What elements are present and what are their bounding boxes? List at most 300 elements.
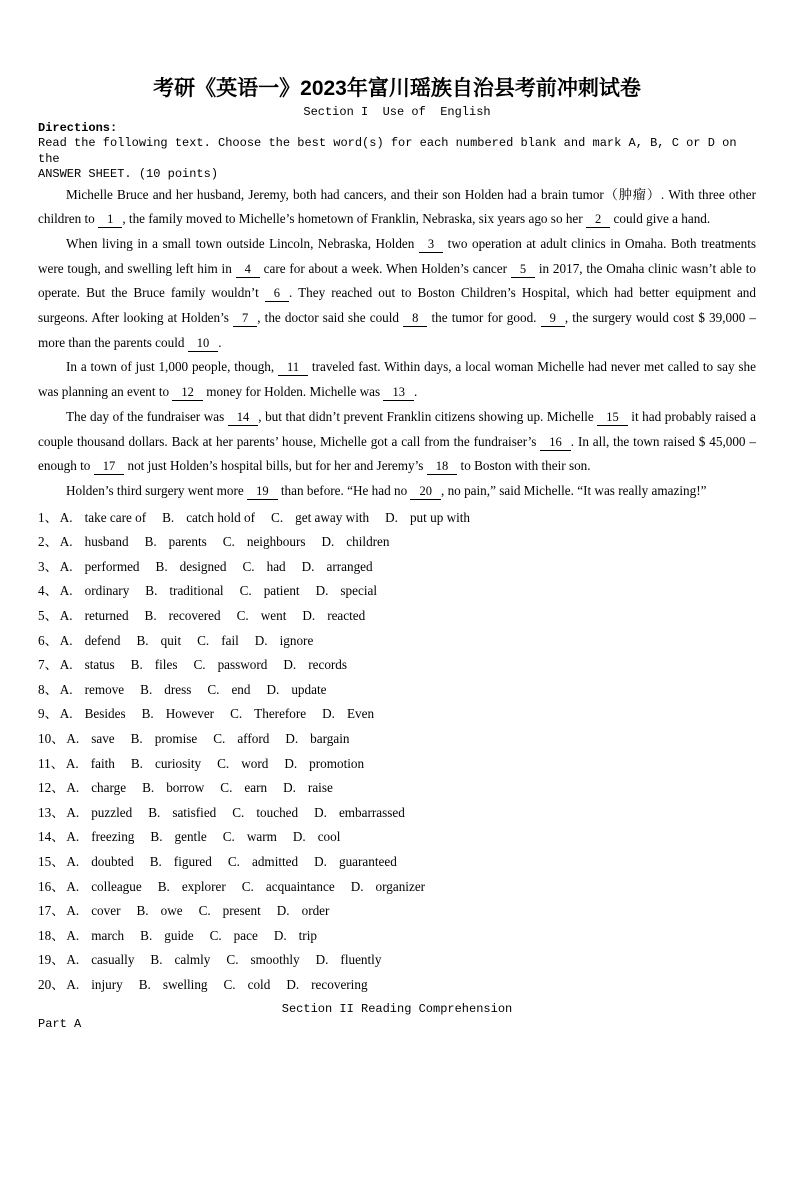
option-a bbox=[66, 903, 120, 918]
question-number: 15、 bbox=[38, 853, 65, 869]
directions-label: Directions: bbox=[38, 120, 118, 135]
option-text: update bbox=[291, 681, 327, 697]
directions-block bbox=[38, 121, 756, 183]
cloze-paragraph-2: When living in a small town outside Lincoln, Nebraska, Holden 3 two operation at adult clinics in Omaha. Both treatments were tough, and swelling left him in 4 care for about a week. When Holden’s cancer 5 in 2017, the Omaha clinic wasn’t able to operate. But the Bruce family wouldn’t 6 . They reached out to Boston Children’s Hospital, which had better equipment and surgeons. After looking at Holden’s 7 , the doctor said she could 8 the tumor for good. 9 , the surgery would cost $ 39,000 – more than the parents could 10 . bbox=[38, 235, 756, 350]
cloze-paragraph-5: Holden’s third surgery went more 19 than before. “He had no 20 , no pain,” said Michelle. “It was really amazing!” bbox=[66, 482, 707, 498]
question-20 bbox=[38, 973, 756, 998]
option-a bbox=[66, 879, 141, 894]
cloze-blank-16: 16 bbox=[540, 435, 571, 451]
option-d bbox=[255, 633, 314, 648]
option-text: went bbox=[260, 608, 287, 624]
cloze-blank-4: 4 bbox=[236, 262, 260, 278]
option-c bbox=[223, 829, 277, 844]
option-a bbox=[66, 731, 114, 746]
option-letter: B. bbox=[150, 829, 163, 845]
option-text: status bbox=[84, 657, 115, 673]
option-text: march bbox=[91, 927, 125, 943]
option-text: warm bbox=[246, 829, 277, 845]
option-b bbox=[140, 928, 193, 943]
option-text: explorer bbox=[181, 878, 226, 894]
option-letter: B. bbox=[141, 706, 154, 722]
option-letter: C. bbox=[236, 608, 249, 624]
option-letter: D. bbox=[301, 558, 315, 574]
option-letter: C. bbox=[226, 952, 239, 968]
cloze-blank-11: 11 bbox=[278, 360, 308, 376]
option-b bbox=[139, 977, 208, 992]
option-b bbox=[156, 559, 227, 574]
option-b bbox=[137, 633, 182, 648]
option-letter: C. bbox=[213, 730, 226, 746]
option-text: put up with bbox=[409, 509, 471, 525]
option-text: end bbox=[231, 681, 251, 697]
option-text: special bbox=[340, 583, 378, 599]
option-text: borrow bbox=[166, 780, 205, 796]
option-letter: B. bbox=[149, 853, 162, 869]
option-b bbox=[131, 657, 178, 672]
question-11 bbox=[38, 752, 756, 777]
option-letter: C. bbox=[209, 927, 222, 943]
question-number: 9、 bbox=[38, 706, 58, 722]
option-text: ordinary bbox=[84, 583, 130, 599]
option-b bbox=[150, 829, 206, 844]
option-letter: D. bbox=[315, 583, 329, 599]
option-text: guide bbox=[164, 927, 194, 943]
cloze-blank-3: 3 bbox=[419, 237, 443, 253]
option-letter: D. bbox=[286, 976, 300, 992]
option-text: organizer bbox=[375, 878, 426, 894]
option-letter: D. bbox=[314, 804, 327, 820]
option-letter: B. bbox=[130, 730, 143, 746]
cloze-blank-9: 9 bbox=[541, 311, 565, 327]
question-14 bbox=[38, 825, 756, 850]
option-text: freezing bbox=[91, 829, 135, 845]
cloze-blank-2: 2 bbox=[586, 212, 610, 228]
option-d bbox=[283, 780, 333, 795]
option-letter: D. bbox=[350, 878, 364, 894]
option-letter: C. bbox=[230, 706, 243, 722]
option-c bbox=[199, 903, 261, 918]
option-text: guaranteed bbox=[338, 853, 397, 869]
option-letter: B. bbox=[130, 755, 143, 771]
option-text: earn bbox=[244, 780, 268, 796]
option-letter: C. bbox=[227, 853, 240, 869]
cloze-paragraph-3: In a town of just 1,000 people, though, 11 traveled fast. Within days, a local woman Michelle had never met called to say she was planning an event to 12 money for Holden. Michelle was 13 . bbox=[38, 359, 756, 400]
option-b bbox=[140, 682, 191, 697]
option-text: parents bbox=[168, 534, 207, 550]
question-12 bbox=[38, 776, 756, 801]
option-letter: B. bbox=[157, 878, 170, 894]
cloze-blank-10: 10 bbox=[188, 336, 219, 352]
cloze-blank-12: 12 bbox=[172, 385, 203, 401]
option-letter: A. bbox=[66, 853, 80, 869]
option-b bbox=[131, 731, 198, 746]
option-c bbox=[242, 879, 335, 894]
option-text: take care of bbox=[84, 509, 147, 525]
question-4 bbox=[38, 579, 756, 604]
section2-heading: Section II Reading Comprehension bbox=[281, 1001, 513, 1016]
option-letter: A. bbox=[66, 780, 80, 796]
option-letter: B. bbox=[145, 583, 158, 599]
option-letter: C. bbox=[239, 583, 252, 599]
option-a bbox=[60, 608, 129, 623]
option-letter: B. bbox=[138, 976, 151, 992]
question-19 bbox=[38, 948, 756, 973]
option-letter: A. bbox=[59, 583, 73, 599]
option-letter: A. bbox=[66, 976, 80, 992]
option-b bbox=[145, 608, 221, 623]
option-letter: C. bbox=[271, 509, 284, 525]
option-text: raise bbox=[307, 780, 333, 796]
question-18 bbox=[38, 924, 756, 949]
option-text: acquaintance bbox=[265, 878, 335, 894]
option-b bbox=[137, 903, 183, 918]
option-text: defend bbox=[84, 632, 121, 648]
option-c bbox=[197, 633, 239, 648]
cloze-blank-8: 8 bbox=[403, 311, 427, 327]
option-letter: B. bbox=[136, 903, 149, 919]
option-d bbox=[302, 608, 365, 623]
cloze-paragraph-1: Michelle Bruce and her husband, Jeremy, both had cancers, and their son Holden had a brain tumor（肿瘤）. With three other children to 1 , the family moved to Michelle’s hometown of Franklin, Nebraska, six years ago so her 2 could give a hand. bbox=[38, 186, 756, 227]
option-c bbox=[243, 559, 286, 574]
question-number: 1、 bbox=[38, 509, 58, 525]
option-b bbox=[131, 756, 201, 771]
option-text: files bbox=[154, 657, 178, 673]
option-a bbox=[66, 829, 134, 844]
question-number: 2、 bbox=[38, 534, 58, 550]
option-text: bargain bbox=[310, 730, 350, 746]
option-a bbox=[60, 583, 130, 598]
option-a bbox=[66, 854, 133, 869]
option-letter: D. bbox=[283, 657, 297, 673]
option-b bbox=[142, 780, 204, 795]
question-number: 3、 bbox=[38, 558, 58, 574]
option-text: children bbox=[346, 534, 390, 550]
option-text: get away with bbox=[295, 509, 370, 525]
option-letter: D. bbox=[302, 608, 316, 624]
option-a bbox=[66, 756, 115, 771]
option-letter: D. bbox=[285, 730, 299, 746]
option-text: traditional bbox=[169, 583, 224, 599]
option-text: patient bbox=[263, 583, 300, 599]
option-d bbox=[385, 510, 470, 525]
cloze-blank-13: 13 bbox=[383, 385, 414, 401]
option-letter: A. bbox=[66, 878, 80, 894]
option-text: arranged bbox=[326, 558, 373, 574]
option-letter: D. bbox=[292, 829, 306, 845]
option-letter: B. bbox=[142, 780, 155, 796]
option-c bbox=[217, 756, 268, 771]
option-text: remove bbox=[84, 681, 125, 697]
option-letter: A. bbox=[66, 730, 80, 746]
option-letter: A. bbox=[66, 829, 80, 845]
cloze-blank-6: 6 bbox=[265, 286, 289, 302]
option-letter: B. bbox=[136, 632, 149, 648]
option-text: colleague bbox=[91, 878, 142, 894]
question-9 bbox=[38, 702, 756, 727]
cloze-blank-19: 19 bbox=[247, 484, 278, 500]
option-b bbox=[148, 805, 216, 820]
option-text: order bbox=[301, 903, 330, 919]
option-letter: A. bbox=[59, 681, 73, 697]
cloze-blank-5: 5 bbox=[511, 262, 535, 278]
section1-heading: Section I Use of English bbox=[303, 105, 491, 119]
option-a bbox=[60, 682, 124, 697]
option-text: ignore bbox=[279, 632, 314, 648]
option-text: curiosity bbox=[154, 755, 202, 771]
question-number: 13、 bbox=[38, 804, 65, 820]
question-number: 19、 bbox=[38, 952, 65, 968]
option-letter: A. bbox=[59, 632, 73, 648]
option-a bbox=[60, 534, 129, 549]
option-text: swelling bbox=[162, 976, 208, 992]
option-text: touched bbox=[256, 804, 299, 820]
option-text: Therefore bbox=[254, 706, 307, 722]
option-letter: B. bbox=[150, 952, 163, 968]
question-7 bbox=[38, 653, 756, 678]
option-d bbox=[274, 928, 317, 943]
option-text: quit bbox=[160, 632, 182, 648]
option-d bbox=[286, 977, 367, 992]
option-text: admitted bbox=[251, 853, 299, 869]
option-letter: C. bbox=[242, 558, 255, 574]
option-c bbox=[226, 952, 299, 967]
option-letter: A. bbox=[59, 706, 73, 722]
option-d bbox=[277, 903, 330, 918]
option-text: fail bbox=[221, 632, 239, 648]
part-a-label: Part A bbox=[38, 1017, 82, 1032]
question-number: 5、 bbox=[38, 608, 58, 624]
option-b bbox=[162, 510, 255, 525]
option-d bbox=[351, 879, 425, 894]
option-a bbox=[60, 657, 115, 672]
option-letter: D. bbox=[283, 780, 296, 796]
option-text: injury bbox=[91, 976, 123, 992]
option-text: word bbox=[241, 755, 269, 771]
question-16 bbox=[38, 875, 756, 900]
cloze-blank-15: 15 bbox=[597, 410, 628, 426]
option-letter: D. bbox=[276, 903, 290, 919]
question-6 bbox=[38, 629, 756, 654]
option-letter: A. bbox=[59, 657, 73, 673]
option-c bbox=[213, 731, 269, 746]
option-text: present bbox=[222, 903, 261, 919]
option-letter: D. bbox=[321, 534, 335, 550]
option-letter: D. bbox=[273, 927, 287, 943]
option-letter: D. bbox=[284, 755, 298, 771]
directions-line: ANSWER SHEET. (10 points) bbox=[38, 167, 219, 181]
option-text: promise bbox=[154, 730, 198, 746]
option-letter: D. bbox=[266, 681, 280, 697]
option-c bbox=[271, 510, 369, 525]
option-text: catch hold of bbox=[186, 509, 256, 525]
option-d bbox=[267, 682, 327, 697]
option-letter: B. bbox=[140, 927, 153, 943]
option-letter: D. bbox=[385, 509, 398, 525]
option-letter: A. bbox=[59, 608, 73, 624]
option-text: returned bbox=[84, 608, 129, 624]
option-d bbox=[302, 559, 373, 574]
option-letter: B. bbox=[130, 657, 143, 673]
cloze-paragraph-4: The day of the fundraiser was 14 , but that didn’t prevent Franklin citizens showing up. Michelle 15 it had probably raised a couple thousand dollars. Back at her parents’ house, Michelle got a call from the fundraiser’s 16 . In all, the town raised $ 45,000 – enough to 17 not just Holden’s hospital bills, but for her and Jeremy’s 18 to Boston with their son. bbox=[38, 408, 756, 474]
question-number: 16、 bbox=[38, 878, 65, 894]
option-a bbox=[60, 706, 126, 721]
option-a bbox=[66, 952, 134, 967]
option-letter: A. bbox=[66, 804, 80, 820]
cloze-blank-7: 7 bbox=[233, 311, 257, 327]
question-2 bbox=[38, 530, 756, 555]
question-number: 4、 bbox=[38, 583, 58, 599]
option-text: had bbox=[266, 558, 286, 574]
cloze-passage bbox=[38, 183, 756, 504]
option-letter: B. bbox=[162, 509, 175, 525]
option-d bbox=[316, 583, 377, 598]
option-letter: C. bbox=[232, 804, 245, 820]
option-text: calmly bbox=[174, 952, 211, 968]
question-number: 10、 bbox=[38, 730, 65, 746]
option-c bbox=[232, 805, 298, 820]
option-a bbox=[66, 805, 132, 820]
option-text: owe bbox=[160, 903, 183, 919]
option-d bbox=[314, 805, 405, 820]
option-letter: A. bbox=[66, 903, 80, 919]
option-c bbox=[224, 977, 271, 992]
option-letter: D. bbox=[314, 853, 327, 869]
option-text: gentle bbox=[174, 829, 207, 845]
option-text: faith bbox=[90, 755, 115, 771]
option-text: cool bbox=[317, 829, 341, 845]
option-text: embarrassed bbox=[338, 804, 405, 820]
question-number: 12、 bbox=[38, 780, 65, 796]
option-letter: A. bbox=[66, 927, 80, 943]
option-letter: B. bbox=[144, 608, 157, 624]
option-text: figured bbox=[173, 853, 212, 869]
option-letter: A. bbox=[66, 952, 80, 968]
option-letter: D. bbox=[254, 632, 268, 648]
option-text: records bbox=[308, 657, 348, 673]
option-text: charge bbox=[91, 780, 127, 796]
option-c bbox=[193, 657, 267, 672]
question-number: 8、 bbox=[38, 681, 58, 697]
question-15 bbox=[38, 850, 756, 875]
option-letter: A. bbox=[59, 509, 73, 525]
option-text: satisfied bbox=[172, 804, 217, 820]
cloze-blank-17: 17 bbox=[94, 459, 125, 475]
option-d bbox=[293, 829, 341, 844]
option-text: pace bbox=[233, 927, 258, 943]
option-b bbox=[150, 854, 212, 869]
option-c bbox=[228, 854, 298, 869]
cloze-blank-1: 1 bbox=[98, 212, 122, 228]
option-letter: C. bbox=[223, 976, 236, 992]
question-13 bbox=[38, 801, 756, 826]
option-letter: C. bbox=[198, 903, 211, 919]
option-a bbox=[60, 633, 121, 648]
option-letter: B. bbox=[155, 558, 168, 574]
option-text: casually bbox=[91, 952, 135, 968]
option-text: Besides bbox=[84, 706, 126, 722]
question-8 bbox=[38, 678, 756, 703]
option-c bbox=[220, 780, 267, 795]
option-c bbox=[223, 534, 306, 549]
option-letter: C. bbox=[217, 755, 230, 771]
option-text: save bbox=[91, 730, 115, 746]
option-a bbox=[66, 928, 124, 943]
option-text: trip bbox=[298, 927, 317, 943]
cloze-blank-14: 14 bbox=[228, 410, 259, 426]
option-letter: D. bbox=[322, 706, 335, 722]
question-number: 17、 bbox=[38, 903, 65, 919]
option-d bbox=[314, 854, 397, 869]
option-d bbox=[284, 756, 364, 771]
option-d bbox=[321, 534, 389, 549]
option-text: recovered bbox=[168, 608, 221, 624]
cloze-blank-20: 20 bbox=[410, 484, 441, 500]
option-text: recovering bbox=[311, 976, 368, 992]
question-1 bbox=[38, 506, 756, 531]
option-letter: C. bbox=[207, 681, 220, 697]
option-b bbox=[158, 879, 226, 894]
option-letter: C. bbox=[222, 534, 235, 550]
option-letter: A. bbox=[59, 534, 73, 550]
option-a bbox=[60, 510, 146, 525]
option-a bbox=[66, 780, 126, 795]
option-d bbox=[285, 731, 349, 746]
option-text: password bbox=[217, 657, 268, 673]
option-c bbox=[237, 608, 287, 623]
option-letter: C. bbox=[193, 657, 206, 673]
option-b bbox=[150, 952, 210, 967]
option-letter: C. bbox=[197, 632, 210, 648]
option-letter: C. bbox=[241, 878, 254, 894]
option-c bbox=[210, 928, 258, 943]
option-d bbox=[322, 706, 374, 721]
option-letter: C. bbox=[220, 780, 233, 796]
option-text: husband bbox=[84, 534, 129, 550]
option-text: cold bbox=[247, 976, 271, 992]
option-text: cover bbox=[91, 903, 121, 919]
option-c bbox=[207, 682, 250, 697]
option-text: doubted bbox=[91, 853, 134, 869]
option-letter: C. bbox=[222, 829, 235, 845]
option-text: performed bbox=[84, 558, 140, 574]
question-number: 7、 bbox=[38, 657, 58, 673]
option-letter: B. bbox=[148, 804, 161, 820]
option-letter: D. bbox=[315, 952, 329, 968]
option-d bbox=[283, 657, 347, 672]
exam-title: 考研《英语一》2023年富川瑶族自治县考前冲刺试卷 bbox=[153, 77, 641, 100]
option-text: However bbox=[165, 706, 215, 722]
question-number: 6、 bbox=[38, 632, 58, 648]
question-number: 20、 bbox=[38, 976, 65, 992]
question-number: 11、 bbox=[38, 755, 64, 771]
option-text: Even bbox=[346, 706, 375, 722]
option-a bbox=[60, 559, 140, 574]
exam-page bbox=[0, 76, 794, 1199]
option-d bbox=[316, 952, 382, 967]
option-text: neighbours bbox=[246, 534, 306, 550]
question-5 bbox=[38, 604, 756, 629]
option-b bbox=[142, 706, 214, 721]
option-text: smoothly bbox=[250, 952, 300, 968]
option-text: afford bbox=[237, 730, 270, 746]
cloze-blank-18: 18 bbox=[427, 459, 458, 475]
option-text: reacted bbox=[327, 608, 366, 624]
option-c bbox=[240, 583, 300, 598]
question-3 bbox=[38, 555, 756, 580]
option-letter: B. bbox=[140, 681, 153, 697]
option-text: fluently bbox=[340, 952, 382, 968]
question-number: 14、 bbox=[38, 829, 65, 845]
